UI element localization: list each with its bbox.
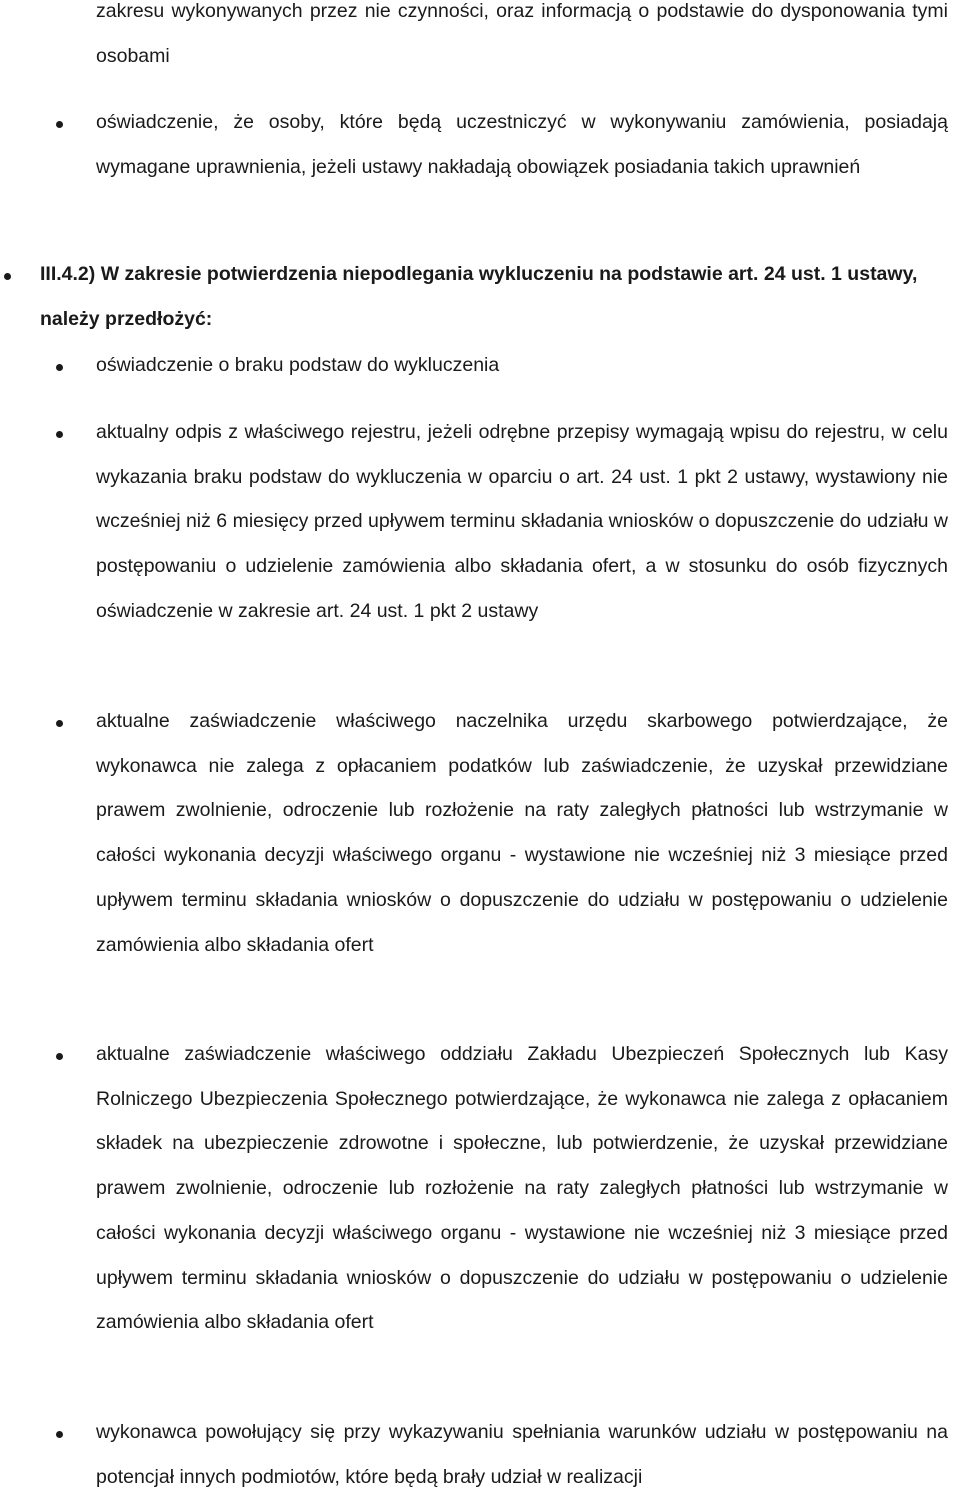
bullet-icon [56, 364, 63, 371]
list-item: aktualne zaświadczenie właściwego naczelnika urzędu skarbowego potwierdzające, że wykonawca nie zalega z opłacaniem podatków lub zaświadczenie, że uzyskał przewidziane prawem zwolnienie, odroczenie lub rozłożenie na raty zaległych płatności lub wstrzymanie w całości wykonania decyzji właściwego organu - wystawione nie wcześniej niż 3 miesiące przed upływem terminu składania wniosków o dopuszczenie do udziału w postępowaniu o udzielenie zamówienia albo składania ofert [96, 710, 948, 956]
section-heading: III.4.2) W zakresie potwierdzenia niepodlegania wykluczeniu na podstawie art. 24 ust. 1 ustawy, należy przedłożyć: [40, 263, 918, 330]
continuation-paragraph: zakresu wykonywanych przez nie czynności, oraz informacją o podstawie do dysponowania tymi osobami [96, 0, 948, 67]
list-item: aktualne zaświadczenie właściwego oddziału Zakładu Ubezpieczeń Społecznych lub Kasy Rolniczego Ubezpieczenia Społecznego potwierdzające, że wykonawca nie zalega z opłacaniem składek na ubezpieczenie zdrowotne i społeczne, lub potwierdzenie, że uzyskał przewidziane prawem zwolnienie, odroczenie lub rozłożenie na raty zaległych płatności lub wstrzymanie w całości wykonania decyzji właściwego organu - wystawione nie wcześniej niż 3 miesiące przed upływem terminu składania wniosków o dopuszczenie do udziału w postępowaniu o udzielenie zamówienia albo składania ofert [96, 1043, 948, 1334]
list-item-qualifications: oświadczenie, że osoby, które będą uczestniczyć w wykonywaniu zamówienia, posiadają wymagane uprawnienia, jeżeli ustawy nakładają obowiązek posiadania takich uprawnień [96, 111, 948, 178]
bullet-icon [4, 273, 11, 280]
bullet-icon [56, 431, 63, 438]
bullet-icon [56, 1053, 63, 1060]
list-item: wykonawca powołujący się przy wykazywaniu spełniania warunków udziału w postępowaniu na potencjał innych podmiotów, które będą brały udział w realizacji [96, 1421, 948, 1488]
bullet-icon [56, 121, 63, 128]
bullet-icon [56, 1431, 63, 1438]
list-item: oświadczenie o braku podstaw do wykluczenia [96, 354, 500, 376]
bullet-icon [56, 720, 63, 727]
list-item: aktualny odpis z właściwego rejestru, jeżeli odrębne przepisy wymagają wpisu do rejestru, w celu wykazania braku podstaw do wykluczenia w oparciu o art. 24 ust. 1 pkt 2 ustawy, wystawiony nie wcześniej niż 6 miesięcy przed upływem terminu składania wniosków o dopuszczenie do udziału w postępowaniu o udzielenie zamówienia albo składania ofert, a w stosunku do osób fizycznych oświadczenie w zakresie art. 24 ust. 1 pkt 2 ustawy [96, 421, 948, 622]
